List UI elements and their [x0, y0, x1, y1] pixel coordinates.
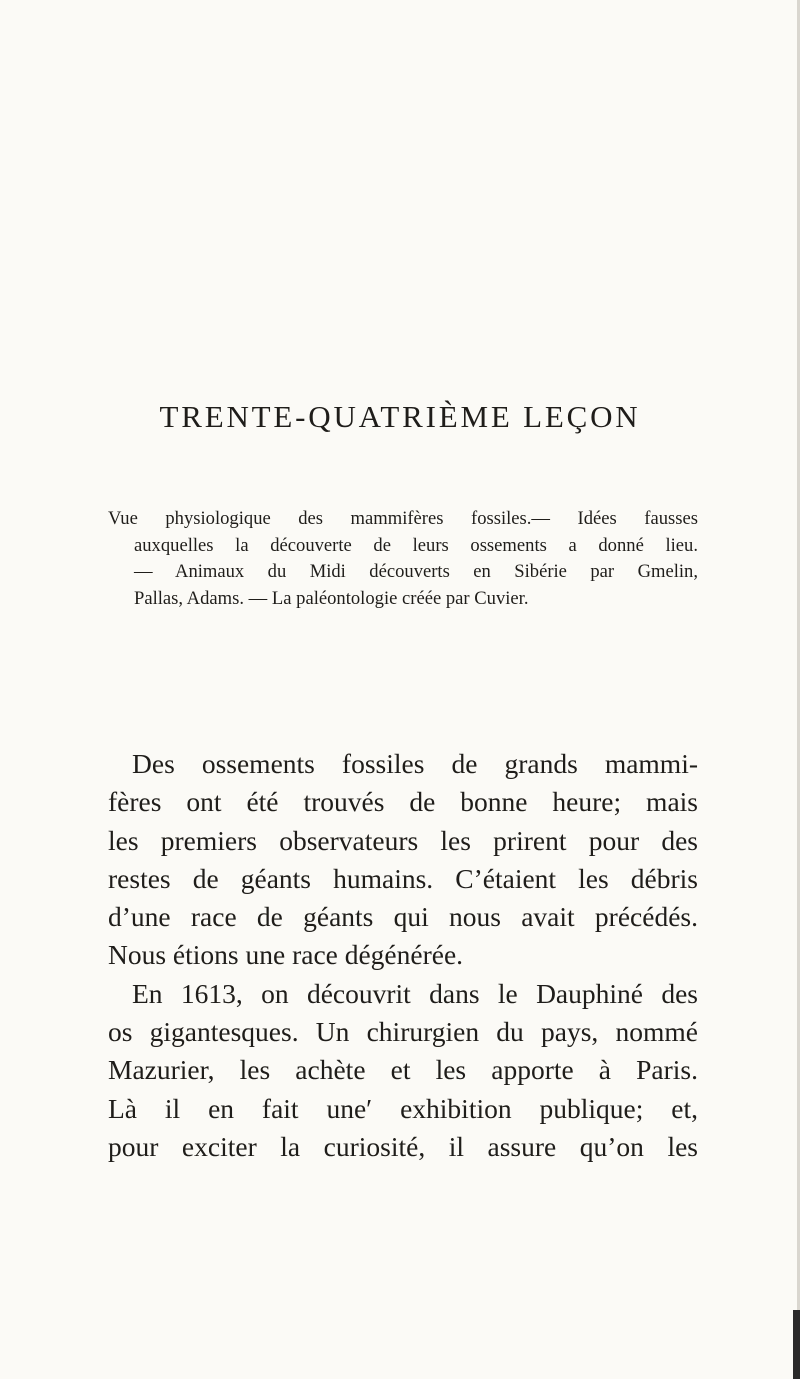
text-line: Nous étions une race dégénérée.	[108, 939, 464, 971]
text-line: restes de géants humains. C’étaient les débris	[108, 862, 698, 894]
chapter-summary	[108, 506, 698, 612]
text-line: os gigantesques. Un chirurgien du pays, nommé	[108, 1016, 698, 1048]
text-line: Mazurier, les achète et les apporte à Paris.	[108, 1054, 698, 1086]
paragraph-1	[108, 745, 698, 975]
paragraph-2	[108, 975, 698, 1166]
summary-line: Vue physiologique des mammifères fossiles.— Idées fausses	[108, 508, 698, 529]
summary-line: — Animaux du Midi découverts en Sibérie par Gmelin,	[134, 561, 698, 582]
text-line: les premiers observateurs les prirent pour des	[108, 824, 698, 856]
text-line: fères ont été trouvés de bonne heure; mais	[108, 786, 698, 818]
text-line: En 1613, on découvrit dans le Dauphiné des	[132, 977, 698, 1009]
text-line: Là il en fait une′ exhibition publique; et,	[108, 1092, 698, 1124]
summary-line: Pallas, Adams. — La paléontologie créée par Cuvier.	[134, 587, 529, 609]
text-line: d’une race de géants qui nous avait précédés.	[108, 901, 698, 933]
page-edge-shadow	[793, 1310, 800, 1379]
text-line: Des ossements fossiles de grands mammi-	[132, 748, 698, 779]
chapter-title: TRENTE-QUATRIÈME LEÇON	[159, 399, 641, 434]
body-text	[108, 745, 698, 1166]
text-line: pour exciter la curiosité, il assure qu’on les	[108, 1130, 698, 1162]
summary-line: auxquelles la découverte de leurs ossements a donné lieu.	[134, 534, 698, 556]
